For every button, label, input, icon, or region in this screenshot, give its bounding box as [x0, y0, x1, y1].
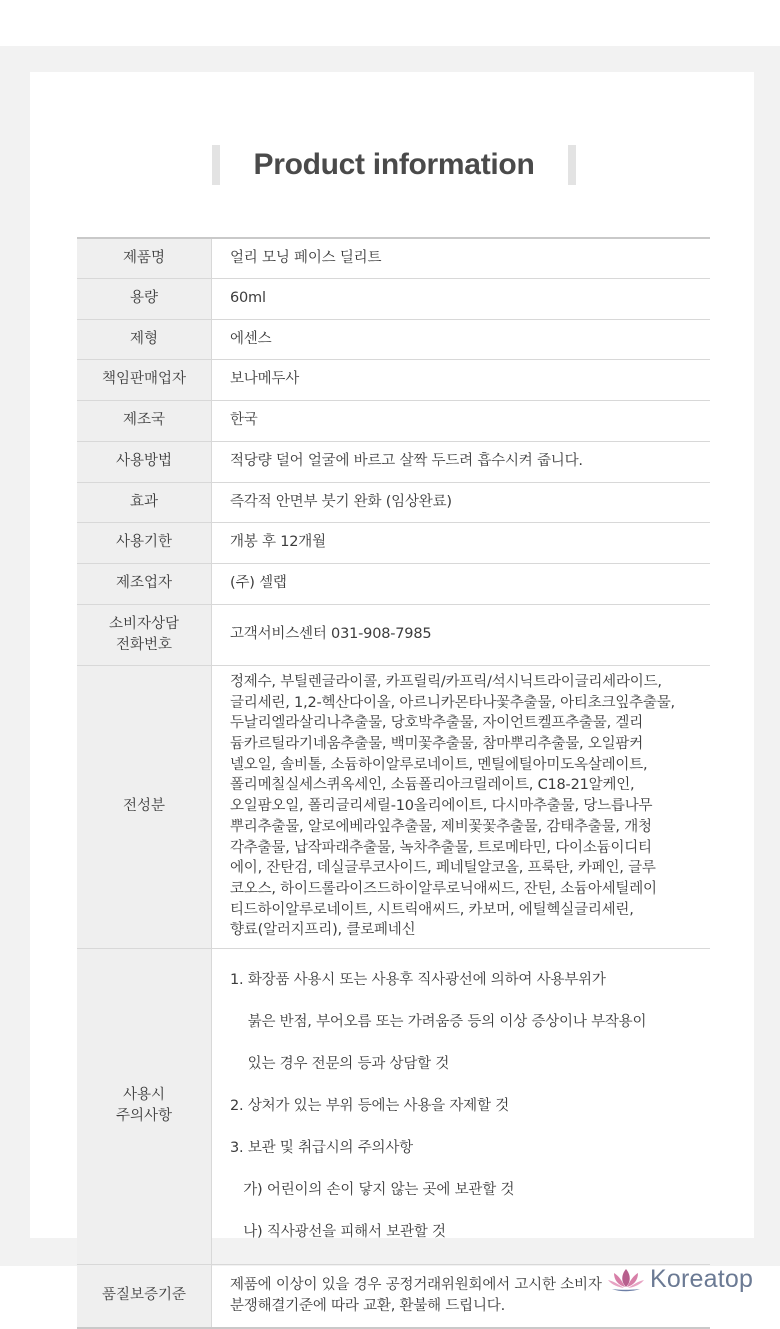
row-label: 사용시 주의사항: [77, 948, 212, 1264]
row-value: (주) 셀랩: [212, 563, 711, 604]
table-row-consumer-phone: [77, 604, 710, 665]
precaution-line: 나) 직사광선을 피해서 보관할 것: [230, 1223, 446, 1240]
lotus-icon: [606, 1267, 646, 1293]
table-row-precautions: [77, 948, 710, 1264]
heading-bar-right: [568, 145, 576, 185]
row-value: 적당량 덜어 얼굴에 바르고 살짝 두드려 흡수시켜 줍니다.: [212, 441, 711, 482]
row-value: 즉각적 안면부 붓기 완화 (임상완료): [212, 482, 711, 522]
row-value: 60ml: [212, 278, 711, 319]
precaution-line: 1. 화장품 사용시 또는 사용후 직사광선에 의하여 사용부위가: [230, 971, 606, 988]
table-row-volume: [77, 278, 710, 319]
row-value: [212, 948, 711, 1264]
brand-name: Koreatop: [650, 1265, 754, 1293]
precaution-line: 3. 보관 및 취급시의 주의사항: [230, 1139, 413, 1156]
row-value: 제품에 이상이 있을 경우 공정거래위원회에서 고시한 소비자 분쟁해결기준에 따라 교환, 환불해 드립니다.: [230, 1276, 602, 1314]
row-value: 고객서비스센터 031-908-7985: [212, 604, 711, 665]
precaution-line: 가) 어린이의 손이 닿지 않는 곳에 보관할 것: [230, 1181, 515, 1198]
row-value: 얼리 모닝 페이스 딜리트: [212, 238, 711, 278]
precaution-line: 있는 경우 전문의 등과 상담할 것: [230, 1055, 450, 1072]
row-value: 개봉 후 12개월: [212, 522, 711, 563]
table-row-expiry: [77, 522, 710, 563]
row-label: 전성분: [77, 665, 212, 948]
table-row-effect: [77, 482, 710, 522]
page-title: Product information: [253, 148, 535, 181]
precaution-line: 붉은 반점, 부어오름 또는 가려움증 등의 이상 증상이나 부작용이: [230, 1013, 647, 1030]
table-row-usage: [77, 441, 710, 482]
table-row-ingredients: [77, 665, 710, 948]
product-info-table: [77, 237, 710, 1329]
row-label: 제형: [77, 319, 212, 359]
row-value: 에센스: [212, 319, 711, 359]
brand-logo: [606, 1264, 776, 1294]
table-row-manufacturer: [77, 563, 710, 604]
table-row-formulation: [77, 319, 710, 359]
row-value: 한국: [212, 400, 711, 441]
table-row-product-name: [77, 238, 710, 278]
row-label: 효과: [77, 482, 212, 522]
row-label: 사용기한: [77, 522, 212, 563]
row-label: 사용방법: [77, 441, 212, 482]
row-label: 책임판매업자: [77, 359, 212, 400]
row-value: 보나메두사: [212, 359, 711, 400]
precaution-line: 2. 상처가 있는 부위 등에는 사용을 자제할 것: [230, 1097, 510, 1114]
table-row-country: [77, 400, 710, 441]
row-label: 제품명: [77, 238, 212, 278]
row-label: 품질보증기준: [77, 1264, 212, 1328]
row-label: 제조업자: [77, 563, 212, 604]
row-label: 소비자상담 전화번호: [77, 604, 212, 665]
row-value: 정제수, 부틸렌글라이콜, 카프릴릭/카프릭/석시닉트라이글리세라이드, 글리세린, 1,2-헥산다이올, 아르니카몬타나꽃추출물, 아티초크잎추출물, 두날리엘라살리나추출물, 당호박추출물, 자이언트켈프추출물, 겔리 듐카르틸라기네움추출물, 백미꽃추출물, 참마뿌리추출물, 오일팜커 넬오일, 솔비톨, 소듐하이알루로네이트, 멘틸에틸아미도옥살레이트, 폴리메칠실세스퀴옥세인, 소듐폴리아크릴레이트, C18-21알케인, 오일팜오일, 폴리글리세릴-10올리에이트, 다시마추출물, 당느릅나무 뿌리추출물, 알로에베라잎추출물, 제비꽃꽃추출물, 감태추출물, 개청 각추출물, 납작파래추출물, 녹차추출물, 트로메타민, 다이소듐이디티 에이, 잔탄검, 데실글루코사이드, 페네틸알코올, 프룩탄, 카페인, 글루 코오스, 하이드롤라이즈드하이알루로닉애씨드, 잔틴, 소듐아세틸레이 티드하이알루로네이트, 시트릭애씨드, 카보머, 에틸헥실글리세린, 향료(알러지프리), 클로페네신: [212, 665, 711, 948]
row-label: 용량: [77, 278, 212, 319]
row-label: 제조국: [77, 400, 212, 441]
section-heading: [212, 145, 576, 185]
table-row-distributor: [77, 359, 710, 400]
heading-bar-left: [212, 145, 220, 185]
